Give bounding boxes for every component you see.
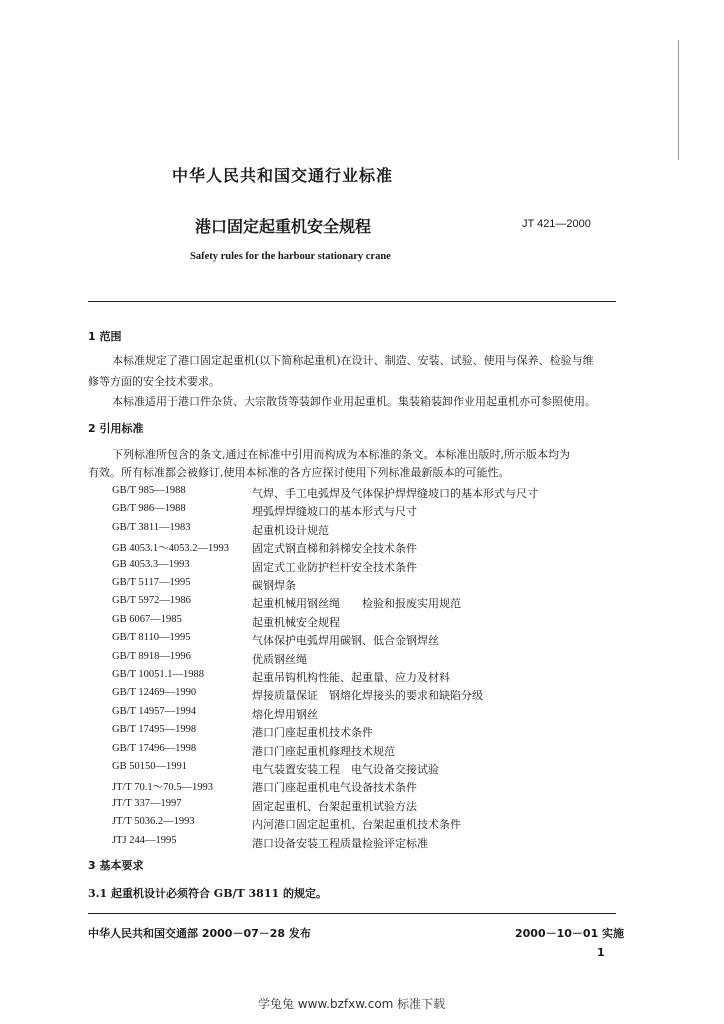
reference-title: 焊接质量保证 钢熔化焊接头的要求和缺陷分级 <box>252 689 483 702</box>
reference-title: 内河港口固定起重机、台架起重机技术条件 <box>252 818 461 831</box>
reference-title: 起重吊钩机构性能、起重量、应力及材料 <box>252 671 450 684</box>
reference-title: 固定起重机、台架起重机试验方法 <box>252 800 417 813</box>
reference-code: JT/T 5036.2—1993 <box>112 816 195 827</box>
standard-code: JT 421—2000 <box>522 218 591 230</box>
reference-code: GB/T 10051.1—1988 <box>112 669 204 680</box>
reference-code: JT/T 70.1～70.5—1993 <box>112 782 214 793</box>
reference-code: JT/T 337—1997 <box>112 798 182 809</box>
reference-title: 熔化焊用钢丝 <box>252 708 318 721</box>
reference-title: 港口门座起重机修理技术规范 <box>252 745 395 758</box>
effective-date: 2000－10－01 实施 <box>515 927 625 940</box>
reference-title: 气焊、手工电弧焊及气体保护焊焊缝坡口的基本形式与尺寸 <box>252 487 538 500</box>
reference-code: GB 4053.3—1993 <box>112 559 190 570</box>
section-2-intro-line-1: 下列标准所包含的条文,通过在标准中引用而构成为本标准的条文。本标准出版时,所示版本均为 <box>112 448 570 461</box>
section-1-heading: 1 范围 <box>88 330 122 343</box>
document-title: 港口固定起重机安全规程 <box>195 217 372 236</box>
reference-title: 港口门座起重机技术条件 <box>252 726 373 739</box>
reference-title: 港口设备安装工程质量检验评定标准 <box>252 837 428 850</box>
page-number: 1 <box>597 946 605 959</box>
section-1-para-1-line-1: 本标准规定了港口固定起重机(以下简称起重机)在设计、制造、安装、试验、使用与保养、检验与维 <box>112 354 594 367</box>
reference-code: GB/T 8110—1995 <box>112 632 191 643</box>
section-1-para-2: 本标准适用于港口件杂货、大宗散货等装卸作业用起重机。集装箱装卸作业用起重机亦可参照使用。 <box>112 395 596 408</box>
section-1-para-1-line-2: 修等方面的安全技术要求。 <box>88 375 220 388</box>
reference-code: GB 4053.1～4053.2—1993 <box>112 543 229 554</box>
reference-code: GB/T 14957—1994 <box>112 706 197 717</box>
header-divider <box>88 301 616 302</box>
reference-code: GB/T 12469—1990 <box>112 687 197 698</box>
issuer-date: 中华人民共和国交通部 2000－07－28 发布 <box>88 927 311 940</box>
reference-code: GB/T 8918—1996 <box>112 651 191 662</box>
reference-title: 起重机械用钢丝绳 检验和报废实用规范 <box>252 597 461 610</box>
english-title: Safety rules for the harbour stationary crane <box>190 251 391 262</box>
reference-title: 电气装置安装工程 电气设备交接试验 <box>252 763 439 776</box>
reference-code: GB/T 3811—1983 <box>112 522 191 533</box>
ministry-header: 中华人民共和国交通行业标准 <box>172 166 394 185</box>
reference-title: 起重机械安全规程 <box>252 616 340 629</box>
clause-3-1: 3.1 起重机设计必须符合 GB/T 3811 的规定。 <box>88 887 327 900</box>
scan-edge-line <box>678 40 679 160</box>
reference-title: 优质钢丝绳 <box>252 653 307 666</box>
reference-title: 固定式工业防护栏杆安全技术条件 <box>252 561 417 574</box>
section-2-intro-line-2: 有效。所有标准都会被修订,使用本标准的各方应探讨使用下列标准最新版本的可能性。 <box>88 466 510 479</box>
reference-title: 固定式钢直梯和斜梯安全技术条件 <box>252 542 417 555</box>
reference-code: JTJ 244—1995 <box>112 835 177 846</box>
reference-title: 港口门座起重机电气设备技术条件 <box>252 781 417 794</box>
section-3-heading: 3 基本要求 <box>88 859 144 872</box>
reference-title: 埋弧焊焊缝坡口的基本形式与尺寸 <box>252 505 417 518</box>
reference-code: GB/T 986—1988 <box>112 503 186 514</box>
reference-code: GB/T 5117—1995 <box>112 577 191 588</box>
reference-code: GB/T 5972—1986 <box>112 595 191 606</box>
reference-code: GB/T 985—1988 <box>112 485 186 496</box>
footer-divider <box>88 913 616 914</box>
reference-code: GB/T 17495—1998 <box>112 724 197 735</box>
reference-code: GB 6067—1985 <box>112 614 182 625</box>
reference-title: 起重机设计规范 <box>252 524 329 537</box>
reference-title: 碳钢焊条 <box>252 579 296 592</box>
watermark-text: 学兔兔 www.bzfxw.com 标准下载 <box>258 997 446 1011</box>
reference-code: GB 50150—1991 <box>112 761 187 772</box>
reference-code: GB/T 17496—1998 <box>112 743 197 754</box>
reference-title: 气体保护电弧焊用碳钢、低合金钢焊丝 <box>252 634 439 647</box>
section-2-heading: 2 引用标准 <box>88 422 144 435</box>
